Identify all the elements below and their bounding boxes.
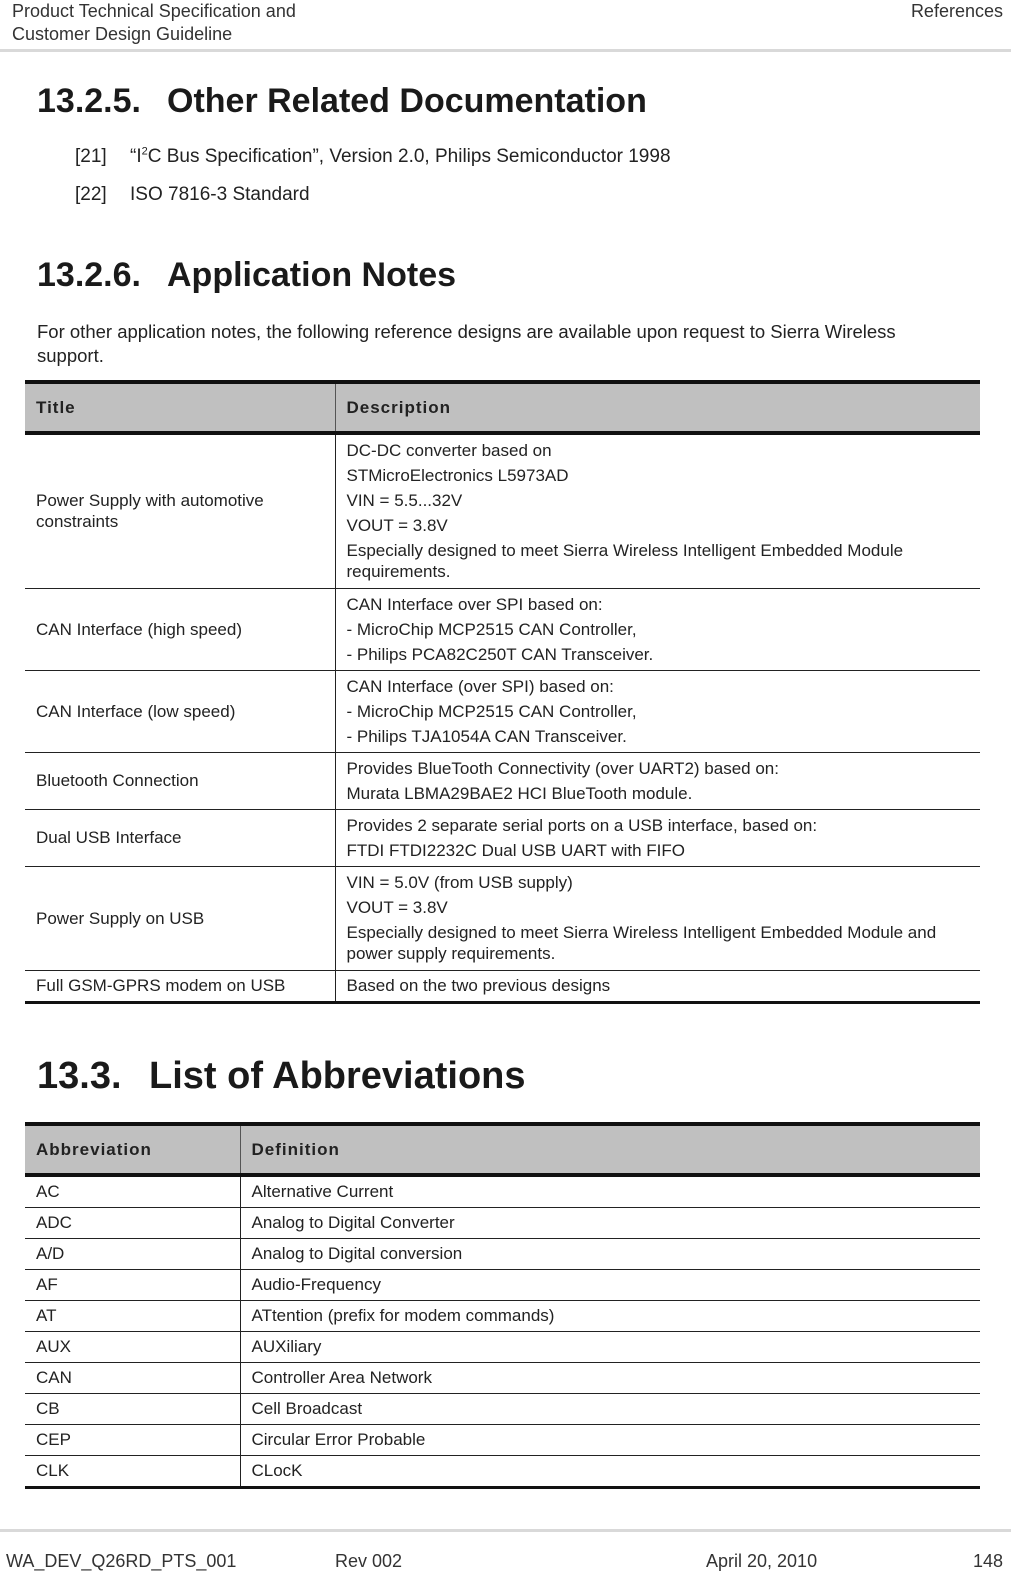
description-line: Provides BlueTooth Connectivity (over UART2) based on:: [346, 758, 779, 778]
document-title: [12, 0, 296, 46]
table-row: [25, 1456, 980, 1488]
abbreviation-cell: CEP: [25, 1425, 240, 1456]
table-row: [25, 1208, 980, 1239]
abbreviation-cell: AC: [25, 1175, 240, 1208]
table-row: [25, 1332, 980, 1363]
row-title: [25, 588, 335, 670]
description-line: DC-DC converter based on: [346, 441, 552, 461]
description-line: - Philips TJA1054A CAN Transceiver.: [346, 726, 627, 746]
table-row: [25, 1175, 980, 1208]
row-description: [335, 752, 980, 809]
table-row: [25, 1394, 980, 1425]
reference-number: [22]: [75, 184, 107, 205]
row-description: [335, 809, 980, 866]
description-line: FTDI FTDI2232C Dual USB UART with FIFO: [346, 840, 685, 860]
table-row: [25, 1239, 980, 1270]
page-header: [0, 0, 1011, 52]
section-heading-other-docs: [37, 82, 647, 121]
abbreviation-cell: CAN: [25, 1363, 240, 1394]
row-title-text: Bluetooth Connection: [36, 771, 199, 790]
table-row: [25, 970, 980, 1002]
description-line: Based on the two previous designs: [346, 976, 611, 995]
revision: Rev 002: [335, 1551, 403, 1571]
row-title: [25, 670, 335, 752]
row-title-text: CAN Interface (low speed): [36, 701, 236, 721]
row-description: [335, 433, 980, 588]
abbreviation-cell: A/D: [25, 1239, 240, 1270]
abbreviation-cell: ADC: [25, 1208, 240, 1239]
table-header-row: [25, 382, 980, 433]
table-row: [25, 433, 980, 588]
table-row: [25, 1270, 980, 1301]
reference-text: ISO 7816-3 Standard: [130, 184, 310, 205]
description-line: STMicroElectronics L5973AD: [346, 466, 569, 486]
definition-cell: ATtention (prefix for modem commands): [240, 1301, 980, 1332]
row-title-text: Power Supply on USB: [36, 908, 205, 928]
definition-cell: Analog to Digital conversion: [240, 1239, 980, 1270]
section-title: Application Notes: [167, 256, 457, 294]
section-number: 13.2.5.: [37, 82, 141, 120]
section-heading-abbreviations: [37, 1055, 526, 1098]
row-title-text: Dual USB Interface: [36, 828, 182, 847]
table-header-row: [25, 1124, 980, 1175]
definition-cell: Controller Area Network: [240, 1363, 980, 1394]
table-row: [25, 1425, 980, 1456]
page-number: 148: [972, 1551, 1003, 1571]
description-line: Provides 2 separate serial ports on a USB interface, based on:: [346, 815, 818, 835]
description-line: CAN Interface over SPI based on:: [346, 594, 603, 614]
definition-cell: Cell Broadcast: [240, 1394, 980, 1425]
row-description: [335, 588, 980, 670]
application-notes-table: [25, 380, 980, 1004]
reference-text: “$I^2C$ Bus Specification”, Version 2.0, Philips Semiconductor 1998: [130, 146, 671, 168]
reference-item: [75, 146, 671, 168]
intro-paragraph: For other application notes, the following reference designs are available upon request to Sierra Wireless support.: [37, 321, 896, 366]
section-title: List of Abbreviations: [149, 1055, 526, 1097]
section-number: 13.3.: [37, 1055, 122, 1097]
definition-cell: Alternative Current: [240, 1175, 980, 1208]
table-row: [25, 670, 980, 752]
abbreviation-cell: AF: [25, 1270, 240, 1301]
table-row: [25, 588, 980, 670]
description-line: Especially designed to meet Sierra Wireless Intelligent Embedded Module and power supply requirements.: [346, 923, 937, 963]
document-title-line2: Customer Design Guideline: [12, 24, 233, 44]
abbreviation-cell: CLK: [25, 1456, 240, 1488]
abbreviation-cell: CB: [25, 1394, 240, 1425]
definition-cell: Audio-Frequency: [240, 1270, 980, 1301]
description-line: - Philips PCA82C250T CAN Transceiver.: [346, 644, 654, 664]
section-title: Other Related Documentation: [167, 82, 647, 120]
column-header-definition: Definition: [240, 1124, 980, 1175]
description-line: VIN = 5.0V (from USB supply): [346, 873, 573, 892]
table-row: [25, 752, 980, 809]
row-title: [25, 752, 335, 809]
abbreviations-table: [25, 1122, 980, 1489]
abbreviation-cell: AT: [25, 1301, 240, 1332]
row-title-text: Power Supply with automotive constraints: [36, 491, 264, 532]
date: April 20, 2010: [706, 1551, 818, 1571]
reference-item: [75, 184, 310, 206]
definition-cell: Circular Error Probable: [240, 1425, 980, 1456]
table-row: [25, 1363, 980, 1394]
description-line: Especially designed to meet Sierra Wireless Intelligent Embedded Module requirements.: [346, 541, 904, 582]
column-header-abbreviation: Abbreviation: [25, 1124, 240, 1175]
description-line: VOUT = 3.8V: [346, 898, 448, 917]
row-description: [335, 970, 980, 1002]
row-title: [25, 970, 335, 1002]
table-row: [25, 866, 980, 970]
row-title: [25, 433, 335, 588]
table-row: [25, 1301, 980, 1332]
definition-cell: Analog to Digital Converter: [240, 1208, 980, 1239]
column-header-title: Title: [25, 382, 335, 433]
table-row: [25, 809, 980, 866]
section-number: 13.2.6.: [37, 256, 141, 294]
page-footer: [0, 1529, 1011, 1583]
row-title-text: Full GSM-GPRS modem on USB: [36, 976, 286, 995]
reference-number: [21]: [75, 146, 107, 168]
description-line: - MicroChip MCP2515 CAN Controller,: [346, 701, 637, 721]
row-description: [335, 670, 980, 752]
document-id: WA_DEV_Q26RD_PTS_001: [6, 1551, 237, 1571]
description-line: Murata LBMA29BAE2 HCI BlueTooth module.: [346, 783, 693, 803]
row-description: [335, 866, 980, 970]
description-line: VOUT = 3.8V: [346, 516, 448, 536]
row-title: [25, 866, 335, 970]
description-line: CAN Interface (over SPI) based on:: [346, 676, 614, 696]
abbreviation-cell: AUX: [25, 1332, 240, 1363]
section-heading-app-notes: [37, 256, 456, 295]
definition-cell: AUXiliary: [240, 1332, 980, 1363]
document-title-line1: Product Technical Specification and: [12, 1, 296, 21]
description-line: VIN = 5.5...32V: [346, 491, 463, 511]
row-title-text: CAN Interface (high speed): [36, 619, 242, 639]
description-line: - MicroChip MCP2515 CAN Controller,: [346, 619, 637, 639]
definition-cell: CLocK: [240, 1456, 980, 1488]
column-header-description: Description: [335, 382, 980, 433]
chapter-name: References: [910, 1, 1003, 21]
row-title: [25, 809, 335, 866]
